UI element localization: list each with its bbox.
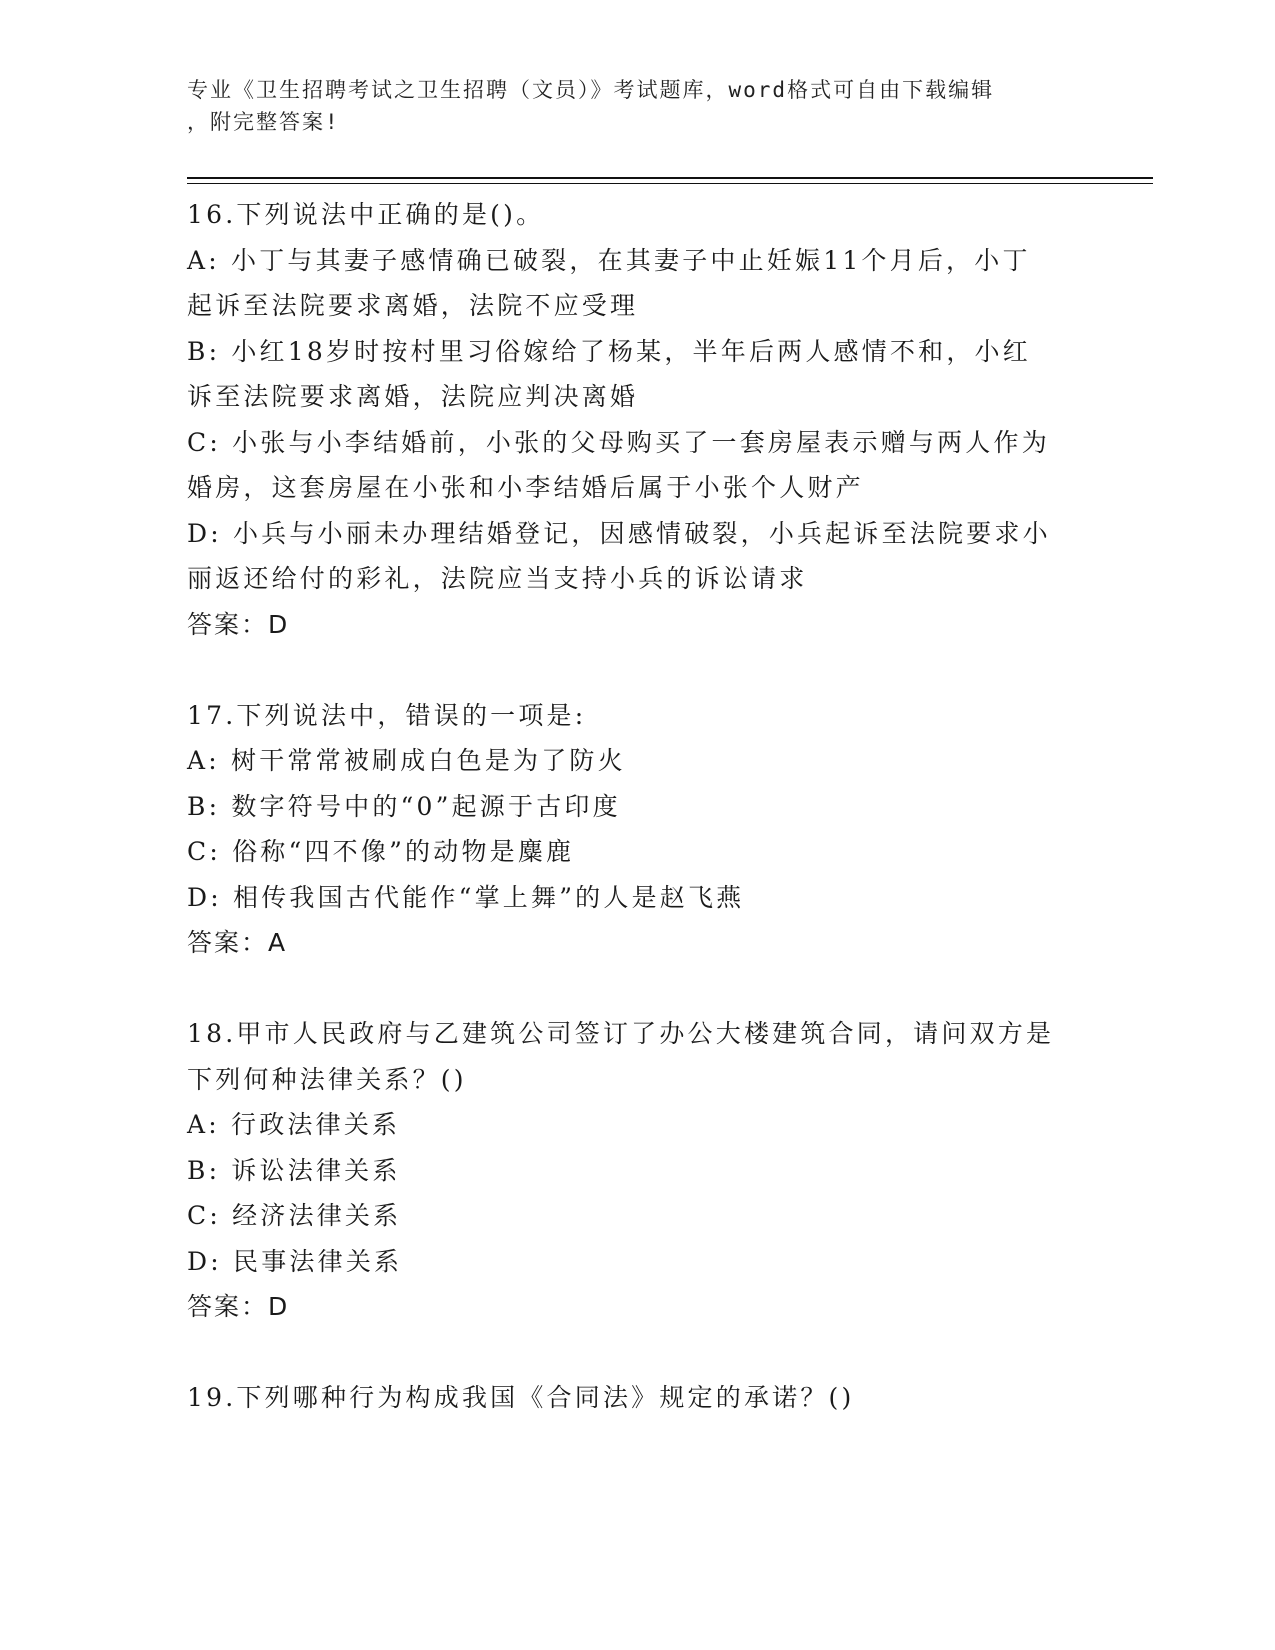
option-a: A: 树干常常被刷成白色是为了防火 xyxy=(187,746,626,775)
option-b: B: 诉讼法律关系 xyxy=(187,1155,401,1185)
option-c: C: 小张与小李结婚前，小张的父母购买了一套房屋表示赠与两人作为 xyxy=(187,427,1050,457)
option-b: B: 小红18岁时按村里习俗嫁给了杨某，半年后两人感情不和，小红 xyxy=(187,336,1031,366)
spacer xyxy=(187,1330,1087,1376)
option-d: D: 相传我国古代能作“掌上舞”的人是赵飞燕 xyxy=(187,882,745,912)
option-c: C: 经济法律关系 xyxy=(187,1201,402,1230)
question-18 xyxy=(187,1011,1087,1330)
answer-label: 答案：D xyxy=(187,1292,290,1321)
question-17 xyxy=(187,693,1087,966)
header-rule-thin xyxy=(187,183,1153,184)
question-16 xyxy=(187,192,1087,647)
option-a: A: 行政法律关系 xyxy=(187,1110,401,1139)
option-a-cont: 起诉至法院要求离婚，法院不应受理 xyxy=(187,291,639,320)
question-19 xyxy=(187,1375,1087,1421)
question-stem: 16.下列说法中正确的是()。 xyxy=(187,200,545,229)
option-d: D: 小兵与小丽未办理结婚登记，因感情破裂，小兵起诉至法院要求小 xyxy=(187,518,1051,548)
document-header xyxy=(187,74,1067,138)
header-line-1: 专业《卫生招聘考试之卫生招聘（文员）》考试题库，word格式可自由下载编辑 xyxy=(187,78,995,102)
spacer xyxy=(187,647,1087,693)
question-stem: 17.下列说法中，错误的一项是: xyxy=(187,700,587,730)
option-b-cont: 诉至法院要求离婚，法院应判决离婚 xyxy=(187,382,639,411)
question-list xyxy=(187,192,1087,1421)
question-stem: 18.甲市人民政府与乙建筑公司签订了办公大楼建筑合同，请问双方是 xyxy=(187,1019,1055,1048)
header-rule-thick xyxy=(187,177,1153,179)
header-line-2: ，附完整答案! xyxy=(187,110,340,134)
option-b: B: 数字符号中的“0”起源于古印度 xyxy=(187,791,621,821)
option-c: C: 俗称“四不像”的动物是麋鹿 xyxy=(187,837,575,866)
answer-label: 答案：A xyxy=(187,928,288,957)
option-a: A: 小丁与其妻子感情确已破裂，在其妻子中止妊娠11个月后，小丁 xyxy=(187,245,1031,275)
option-d-cont: 丽返还给付的彩礼，法院应当支持小兵的诉讼请求 xyxy=(187,564,808,593)
option-d: D: 民事法律关系 xyxy=(187,1246,403,1276)
spacer xyxy=(187,966,1087,1012)
option-c-cont: 婚房，这套房屋在小张和小李结婚后属于小张个人财产 xyxy=(187,473,864,502)
answer-label: 答案：D xyxy=(187,609,290,639)
question-stem: 19.下列哪种行为构成我国《合同法》规定的承诺？() xyxy=(187,1383,855,1412)
question-stem-cont: 下列何种法律关系？() xyxy=(187,1064,467,1094)
